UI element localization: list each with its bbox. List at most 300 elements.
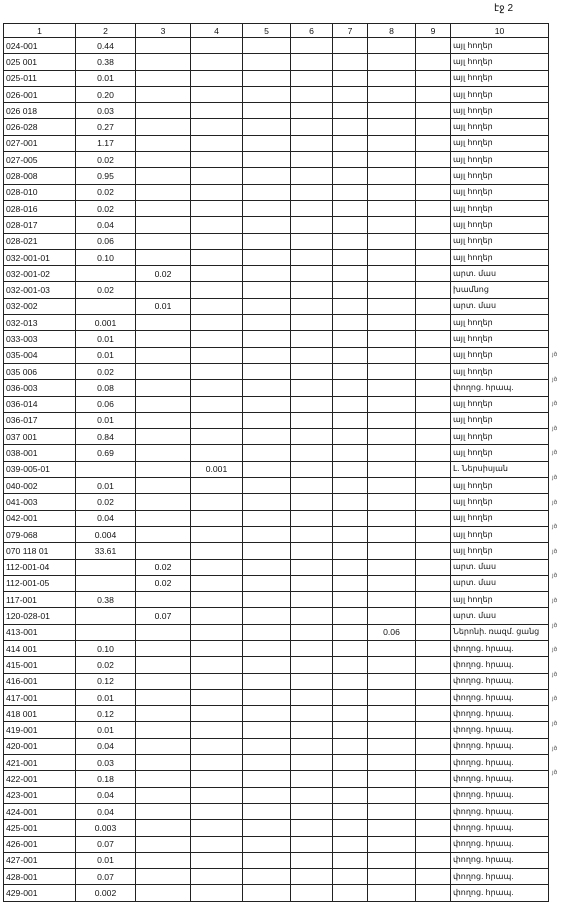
margin-mark: յծ xyxy=(552,770,558,777)
table-cell xyxy=(291,200,333,216)
table-cell xyxy=(291,543,333,559)
table-cell xyxy=(243,526,291,542)
table-cell xyxy=(191,640,243,656)
table-cell xyxy=(191,168,243,184)
table-cell: 415-001 xyxy=(4,657,76,673)
table-cell xyxy=(368,869,416,885)
table-cell xyxy=(136,282,191,298)
table-cell xyxy=(243,689,291,705)
table-cell xyxy=(191,298,243,314)
table-cell xyxy=(243,771,291,787)
table-cell xyxy=(291,298,333,314)
table-cell xyxy=(333,168,368,184)
table-cell xyxy=(333,86,368,102)
table-cell: 024-001 xyxy=(4,38,76,54)
table-cell: այլ հողեր xyxy=(451,249,549,265)
table-cell: 0.20 xyxy=(76,86,136,102)
table-cell xyxy=(368,184,416,200)
table-cell xyxy=(191,119,243,135)
table-cell xyxy=(136,592,191,608)
table-cell: 040-002 xyxy=(4,478,76,494)
table-cell xyxy=(416,543,451,559)
column-header: 4 xyxy=(191,24,243,38)
table-cell xyxy=(416,771,451,787)
table-cell: փողոց. հրապ. xyxy=(451,869,549,885)
table-cell xyxy=(76,266,136,282)
table-cell xyxy=(368,852,416,868)
table-cell xyxy=(368,706,416,722)
table-cell: արտ. մաս xyxy=(451,559,549,575)
table-cell: 0.01 xyxy=(76,70,136,86)
table-cell: 0.07 xyxy=(76,836,136,852)
table-cell xyxy=(291,54,333,70)
table-cell: փողոց. հրապ. xyxy=(451,380,549,396)
table-cell xyxy=(416,217,451,233)
table-cell xyxy=(191,135,243,151)
table-cell xyxy=(191,184,243,200)
column-header: 2 xyxy=(76,24,136,38)
table-cell: արտ. մաս xyxy=(451,266,549,282)
table-cell: 0.04 xyxy=(76,738,136,754)
table-cell: 0.02 xyxy=(76,282,136,298)
table-row xyxy=(4,526,549,542)
table-cell: 0.12 xyxy=(76,673,136,689)
table-row xyxy=(4,787,549,803)
table-cell xyxy=(136,722,191,738)
table-cell xyxy=(291,380,333,396)
table-cell: 0.38 xyxy=(76,592,136,608)
table-cell xyxy=(416,298,451,314)
table-cell xyxy=(243,200,291,216)
table-cell xyxy=(191,510,243,526)
table-cell: 0.69 xyxy=(76,445,136,461)
table-cell xyxy=(291,119,333,135)
table-cell xyxy=(368,608,416,624)
table-cell xyxy=(368,347,416,363)
table-cell xyxy=(191,803,243,819)
table-cell xyxy=(333,103,368,119)
table-cell xyxy=(291,592,333,608)
table-cell xyxy=(243,70,291,86)
table-cell xyxy=(333,478,368,494)
table-cell xyxy=(368,461,416,477)
margin-mark: յծ xyxy=(552,573,558,580)
table-row xyxy=(4,184,549,200)
table-cell xyxy=(136,787,191,803)
table-cell xyxy=(368,771,416,787)
table-cell: այլ հողեր xyxy=(451,70,549,86)
table-cell xyxy=(191,755,243,771)
table-cell xyxy=(416,429,451,445)
table-cell xyxy=(333,119,368,135)
table-cell xyxy=(291,331,333,347)
table-cell xyxy=(136,445,191,461)
table-cell xyxy=(416,266,451,282)
table-cell xyxy=(368,494,416,510)
table-row xyxy=(4,396,549,412)
table-cell xyxy=(368,640,416,656)
table-cell xyxy=(136,852,191,868)
table-row xyxy=(4,249,549,265)
table-cell xyxy=(291,608,333,624)
table-cell: 0.10 xyxy=(76,249,136,265)
table-cell xyxy=(333,836,368,852)
table-cell xyxy=(368,559,416,575)
table-row xyxy=(4,689,549,705)
table-row xyxy=(4,266,549,282)
table-cell xyxy=(136,249,191,265)
table-cell xyxy=(191,526,243,542)
table-cell: այլ հողեր xyxy=(451,315,549,331)
table-cell xyxy=(291,787,333,803)
table-cell: 0.02 xyxy=(76,363,136,379)
table-cell xyxy=(136,363,191,379)
table-cell xyxy=(368,575,416,591)
table-cell: 427-001 xyxy=(4,852,76,868)
table-row xyxy=(4,673,549,689)
table-cell xyxy=(136,380,191,396)
table-cell xyxy=(243,836,291,852)
table-cell: 028-017 xyxy=(4,217,76,233)
table-cell: 0.02 xyxy=(136,266,191,282)
table-cell xyxy=(243,315,291,331)
table-cell xyxy=(243,233,291,249)
table-cell: 0.01 xyxy=(76,722,136,738)
table-cell xyxy=(416,510,451,526)
table-cell xyxy=(291,803,333,819)
table-cell xyxy=(191,738,243,754)
table-cell xyxy=(416,738,451,754)
table-cell: այլ հողեր xyxy=(451,478,549,494)
table-cell xyxy=(243,184,291,200)
table-cell xyxy=(333,608,368,624)
table-cell xyxy=(416,624,451,640)
table-cell xyxy=(333,396,368,412)
table-cell xyxy=(333,380,368,396)
table-cell xyxy=(368,54,416,70)
table-cell xyxy=(416,363,451,379)
column-header: 6 xyxy=(291,24,333,38)
table-cell xyxy=(243,217,291,233)
table-cell xyxy=(368,526,416,542)
table-cell xyxy=(416,526,451,542)
table-cell xyxy=(333,152,368,168)
table-cell xyxy=(191,70,243,86)
table-cell xyxy=(243,494,291,510)
table-cell: 0.38 xyxy=(76,54,136,70)
table-cell xyxy=(243,347,291,363)
table-cell xyxy=(291,217,333,233)
table-cell xyxy=(368,38,416,54)
table-cell: 419-001 xyxy=(4,722,76,738)
table-cell: 0.01 xyxy=(76,689,136,705)
table-cell xyxy=(416,70,451,86)
table-cell xyxy=(243,363,291,379)
table-cell xyxy=(416,315,451,331)
table-cell: այլ հողեր xyxy=(451,363,549,379)
table-row xyxy=(4,885,549,901)
table-cell xyxy=(368,363,416,379)
table-cell: 33.61 xyxy=(76,543,136,559)
table-cell xyxy=(291,168,333,184)
table-cell xyxy=(136,168,191,184)
margin-mark: յծ xyxy=(552,376,558,383)
table-row xyxy=(4,412,549,428)
margin-mark: յծ xyxy=(552,721,558,727)
table-row xyxy=(4,657,549,673)
table-cell xyxy=(136,755,191,771)
table-cell xyxy=(243,510,291,526)
table-cell xyxy=(191,706,243,722)
table-cell: 028-016 xyxy=(4,200,76,216)
table-cell xyxy=(333,347,368,363)
table-cell xyxy=(416,233,451,249)
table-cell xyxy=(333,461,368,477)
table-cell xyxy=(291,70,333,86)
table-cell xyxy=(136,543,191,559)
table-cell xyxy=(136,836,191,852)
table-cell xyxy=(416,706,451,722)
table-cell xyxy=(291,640,333,656)
table-cell xyxy=(191,331,243,347)
table-cell: 035 006 xyxy=(4,363,76,379)
table-cell xyxy=(416,494,451,510)
table-cell xyxy=(243,803,291,819)
table-cell: 079-068 xyxy=(4,526,76,542)
table-cell xyxy=(291,38,333,54)
table-cell xyxy=(243,380,291,396)
table-cell xyxy=(368,70,416,86)
table-cell xyxy=(136,738,191,754)
table-cell xyxy=(368,168,416,184)
table-cell xyxy=(291,233,333,249)
table-cell xyxy=(136,184,191,200)
table-cell: այլ հողեր xyxy=(451,445,549,461)
table-cell: 028-021 xyxy=(4,233,76,249)
table-cell: 0.04 xyxy=(76,787,136,803)
table-cell: 0.003 xyxy=(76,820,136,836)
table-cell xyxy=(243,640,291,656)
margin-mark: յծ xyxy=(552,475,558,481)
table-cell: 0.06 xyxy=(368,624,416,640)
table-cell: 032-001-02 xyxy=(4,266,76,282)
table-cell xyxy=(368,689,416,705)
table-cell xyxy=(416,249,451,265)
table-cell: 036-017 xyxy=(4,412,76,428)
table-row xyxy=(4,755,549,771)
table-cell xyxy=(136,200,191,216)
table-cell: 0.02 xyxy=(76,152,136,168)
margin-mark: յծ xyxy=(552,548,558,555)
table-cell: 423-001 xyxy=(4,787,76,803)
table-cell: այլ հողեր xyxy=(451,412,549,428)
table-cell xyxy=(368,673,416,689)
table-cell: 038-001 xyxy=(4,445,76,461)
table-cell xyxy=(416,184,451,200)
table-cell xyxy=(191,103,243,119)
table-cell xyxy=(136,771,191,787)
margin-mark: յծ xyxy=(552,524,558,531)
table-row xyxy=(4,608,549,624)
table-cell: այլ հողեր xyxy=(451,526,549,542)
table-cell xyxy=(136,103,191,119)
table-cell: 112-001-05 xyxy=(4,575,76,591)
table-cell xyxy=(243,722,291,738)
table-cell: փողոց. հրապ. xyxy=(451,820,549,836)
table-cell: այլ հողեր xyxy=(451,347,549,363)
table-cell: 0.07 xyxy=(76,869,136,885)
table-cell xyxy=(136,233,191,249)
table-row xyxy=(4,722,549,738)
table-row xyxy=(4,852,549,868)
table-cell: փողոց. հրապ. xyxy=(451,738,549,754)
table-cell xyxy=(243,429,291,445)
table-cell xyxy=(368,592,416,608)
table-cell xyxy=(368,380,416,396)
table-row xyxy=(4,510,549,526)
table-cell: 025 001 xyxy=(4,54,76,70)
table-cell xyxy=(291,152,333,168)
table-header-row xyxy=(4,24,549,38)
margin-marks xyxy=(552,0,567,826)
table-cell xyxy=(368,478,416,494)
table-cell xyxy=(333,526,368,542)
table-cell xyxy=(291,771,333,787)
table-cell: այլ հողեր xyxy=(451,38,549,54)
table-cell xyxy=(291,135,333,151)
table-cell: 0.04 xyxy=(76,803,136,819)
table-row xyxy=(4,363,549,379)
table-cell xyxy=(76,608,136,624)
table-row xyxy=(4,54,549,70)
margin-mark: յծ xyxy=(552,450,558,457)
table-cell xyxy=(243,820,291,836)
table-cell: արտ. մաս xyxy=(451,575,549,591)
table-cell xyxy=(191,396,243,412)
table-cell xyxy=(368,119,416,135)
table-cell: այլ հողեր xyxy=(451,494,549,510)
table-cell: այլ հողեր xyxy=(451,233,549,249)
margin-mark: յծ xyxy=(552,745,558,752)
table-cell xyxy=(416,787,451,803)
table-cell xyxy=(291,282,333,298)
table-cell: խամնոց xyxy=(451,282,549,298)
table-cell xyxy=(191,363,243,379)
table-cell: 037 001 xyxy=(4,429,76,445)
table-cell: այլ հողեր xyxy=(451,86,549,102)
table-cell xyxy=(191,689,243,705)
table-cell: այլ հողեր xyxy=(451,54,549,70)
table-cell xyxy=(333,135,368,151)
table-cell xyxy=(136,412,191,428)
table-cell xyxy=(136,347,191,363)
table-cell xyxy=(333,184,368,200)
table-cell xyxy=(191,787,243,803)
table-cell: արտ. մաս xyxy=(451,608,549,624)
table-cell xyxy=(291,429,333,445)
table-cell: փողոց. հրապ. xyxy=(451,852,549,868)
table-cell xyxy=(291,445,333,461)
table-cell xyxy=(243,331,291,347)
table-cell xyxy=(76,461,136,477)
table-cell xyxy=(416,869,451,885)
table-cell: 0.06 xyxy=(76,396,136,412)
table-cell xyxy=(291,559,333,575)
table-cell xyxy=(416,885,451,901)
table-cell xyxy=(333,787,368,803)
table-cell: 422-001 xyxy=(4,771,76,787)
table-cell xyxy=(291,689,333,705)
table-cell xyxy=(333,494,368,510)
table-cell xyxy=(368,836,416,852)
table-cell xyxy=(291,461,333,477)
table-row xyxy=(4,429,549,445)
table-cell xyxy=(368,722,416,738)
table-cell xyxy=(243,396,291,412)
table-cell xyxy=(243,249,291,265)
table-row xyxy=(4,494,549,510)
table-cell xyxy=(136,820,191,836)
table-cell xyxy=(191,38,243,54)
table-cell xyxy=(243,135,291,151)
table-cell xyxy=(191,266,243,282)
table-cell xyxy=(76,559,136,575)
table-cell xyxy=(333,803,368,819)
table-cell xyxy=(291,494,333,510)
table-cell xyxy=(191,852,243,868)
table-cell xyxy=(291,885,333,901)
table-cell xyxy=(243,266,291,282)
table-cell xyxy=(243,755,291,771)
table-cell xyxy=(291,315,333,331)
table-row xyxy=(4,445,549,461)
table-cell xyxy=(333,445,368,461)
table-cell xyxy=(191,820,243,836)
table-cell xyxy=(416,852,451,868)
table-row xyxy=(4,152,549,168)
table-cell xyxy=(191,869,243,885)
table-cell xyxy=(191,559,243,575)
table-cell: 0.02 xyxy=(136,575,191,591)
table-row xyxy=(4,347,549,363)
table-cell: Լ. Ներսիսյան xyxy=(451,461,549,477)
table-cell xyxy=(416,461,451,477)
table-cell xyxy=(191,429,243,445)
column-header: 8 xyxy=(368,24,416,38)
table-cell xyxy=(333,249,368,265)
table-cell xyxy=(291,86,333,102)
table-cell: 0.002 xyxy=(76,885,136,901)
table-cell xyxy=(136,429,191,445)
table-row xyxy=(4,282,549,298)
table-cell xyxy=(333,689,368,705)
table-cell xyxy=(243,86,291,102)
table-cell xyxy=(333,820,368,836)
table-cell xyxy=(368,103,416,119)
table-cell: 0.07 xyxy=(136,608,191,624)
table-cell: 0.02 xyxy=(76,200,136,216)
table-cell xyxy=(368,396,416,412)
table-cell xyxy=(333,771,368,787)
table-cell xyxy=(368,298,416,314)
table-cell: 028-008 xyxy=(4,168,76,184)
table-cell xyxy=(136,706,191,722)
table-cell: 027-005 xyxy=(4,152,76,168)
column-header: 3 xyxy=(136,24,191,38)
table-cell xyxy=(368,315,416,331)
margin-mark: յծ xyxy=(552,352,558,358)
table-cell xyxy=(416,559,451,575)
